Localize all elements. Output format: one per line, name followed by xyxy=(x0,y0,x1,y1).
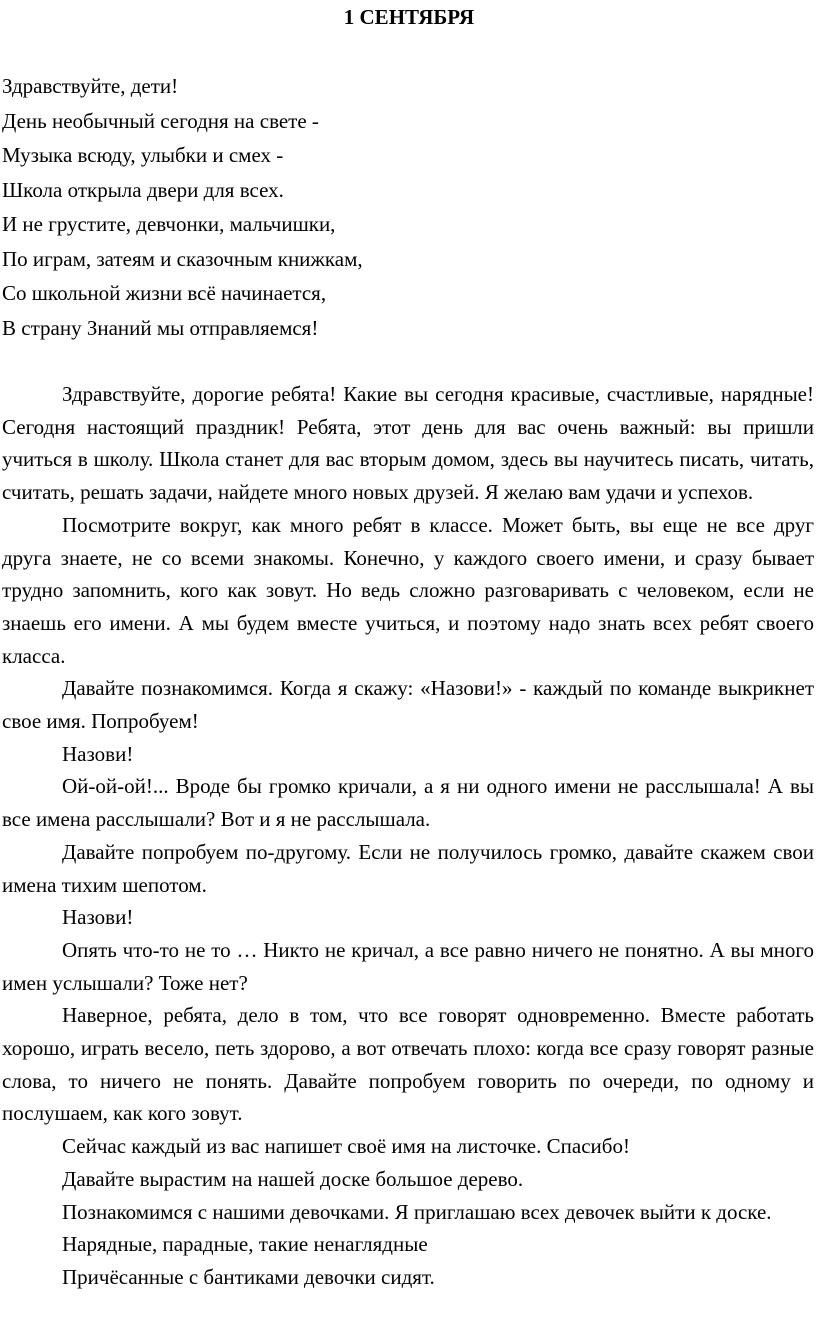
paragraph: Назови! xyxy=(62,741,134,766)
paragraph: Причёсанные с бантиками девочки сидят. xyxy=(62,1264,435,1289)
paragraph: Здравствуйте, дорогие ребята! Какие вы сегодня красивые, счастливые, нарядные! Сегодня настоящий праздник! Ребята, этот день для вас очень важный: вы пришли учиться в школу. Школа станет для вас вторым домом, здесь вы научитесь писать, читать, считать, решать задачи, найдете много новых друзей. Я желаю вам удачи и успехов. xyxy=(2,382,814,505)
poem-line: Музыка всюду, улыбки и смех - xyxy=(2,143,284,167)
poem-line: В страну Знаний мы отправляемся! xyxy=(2,315,319,340)
poem-block xyxy=(2,69,816,345)
paragraph: Давайте вырастим на нашей доске большое дерево. xyxy=(62,1166,524,1191)
paragraph: Нарядные, парадные, такие ненаглядные xyxy=(62,1232,428,1257)
paragraph: Давайте попробуем по-другому. Если не получилось громко, давайте скажем свои имена тихим шепотом. xyxy=(2,839,814,897)
poem-line: День необычный сегодня на свете - xyxy=(2,108,319,133)
paragraph: Давайте познакомимся. Когда я скажу: «Назови!» - каждый по команде выкрикнет свое имя. Попробуем! xyxy=(2,676,814,734)
poem-line: Со школьной жизни всё начинается, xyxy=(2,281,327,305)
paragraph: Назови! xyxy=(62,905,134,930)
poem-line: По играм, затеям и сказочным книжкам, xyxy=(2,246,363,271)
paragraph: Ой-ой-ой!... Вроде бы громко кричали, а я ни одного имени не расслышала! А вы все имена расслышали? Вот и я не расслышала. xyxy=(2,774,814,832)
prose-block xyxy=(2,378,814,1294)
paragraph: Наверное, ребята, дело в том, что все говорят одновременно. Вместе работать хорошо, играть весело, петь здорово, а вот отвечать плохо: когда все сразу говорят разные слова, то ничего не понять. Давайте попробуем говорить по очереди, по одному и послушаем, как кого зовут. xyxy=(2,1003,814,1126)
poem-line: Здравствуйте, дети! xyxy=(2,74,179,98)
poem-line: И не грустите, девчонки, мальчишки, xyxy=(2,212,336,236)
paragraph: Опять что-то не то … Никто не кричал, а все равно ничего не понятно. А вы много имен услышали? Тоже нет? xyxy=(2,937,814,995)
document-title: 1 СЕНТЯБРЯ xyxy=(343,5,475,29)
poem-line: Школа открыла двери для всех. xyxy=(2,177,284,202)
paragraph: Посмотрите вокруг, как много ребят в классе. Может быть, вы еще не все друг друга знаете, не со всеми знакомы. Конечно, у каждого своего имени, и сразу бывает трудно запомнить, кого как зовут. Но ведь сложно разговаривать с человеком, если не знаешь его имени. А мы будем вместе учиться, и поэтому надо знать всех ребят своего класса. xyxy=(2,512,814,668)
paragraph: Познакомимся с нашими девочками. Я приглашаю всех девочек выйти к доске. xyxy=(62,1199,772,1224)
paragraph: Сейчас каждый из вас напишет своё имя на листочке. Спасибо! xyxy=(62,1134,630,1159)
